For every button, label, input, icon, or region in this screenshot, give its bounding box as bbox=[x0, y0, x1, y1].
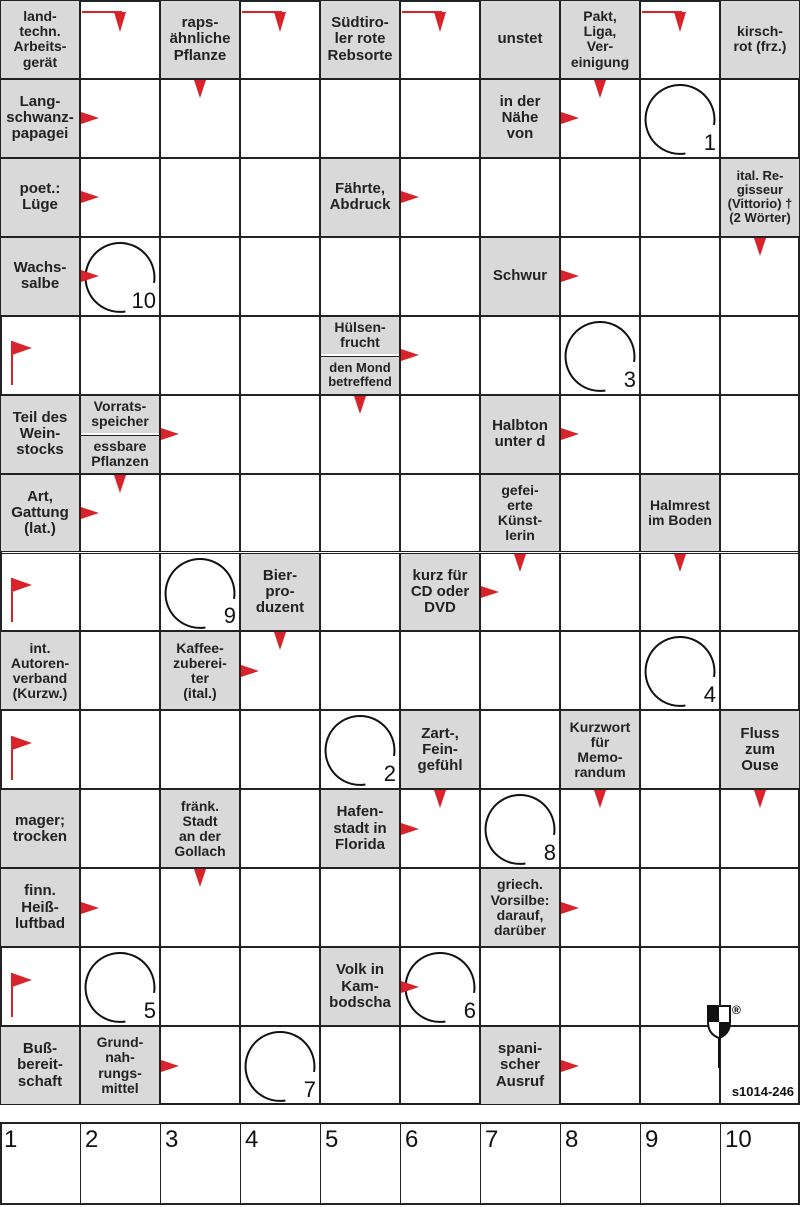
solution-cell[interactable] bbox=[560, 1122, 640, 1205]
solution-number: 8 bbox=[565, 1126, 579, 1153]
flag-up-icon bbox=[8, 339, 38, 389]
clue-cell: kirsch- rot (frz.) bbox=[721, 1, 799, 78]
circle-number: 4 bbox=[703, 682, 716, 708]
clue-cell: finn. Heiß- luftbad bbox=[1, 869, 79, 946]
arrow-down-icon bbox=[752, 790, 768, 810]
circle-number: 7 bbox=[303, 1076, 316, 1102]
arrow-right-icon bbox=[401, 979, 421, 995]
arrow-down-icon bbox=[112, 475, 128, 495]
arrow-down-icon bbox=[272, 632, 288, 652]
arrow-right-icon bbox=[561, 1058, 581, 1074]
arrow-right-icon bbox=[161, 426, 181, 442]
clue-cell: mager; trocken bbox=[1, 790, 79, 867]
solution-circle bbox=[480, 789, 560, 868]
flag-down-icon bbox=[242, 10, 290, 34]
clue-cell: raps- ähnliche Pflanze bbox=[161, 1, 239, 78]
arrow-right-icon bbox=[81, 110, 101, 126]
arrow-down-icon bbox=[192, 869, 208, 889]
clue-cell: kurz für CD oder DVD bbox=[401, 554, 479, 631]
clue-cell: Halmrest im Boden bbox=[641, 475, 719, 552]
solution-circle bbox=[640, 631, 720, 710]
clue-cell: Fluss zum Ouse bbox=[721, 711, 799, 788]
clue-cell: Grund- nah- rungs- mittel bbox=[81, 1027, 159, 1104]
clue-cell: Kaffee- zuberei- ter (ital.) bbox=[161, 632, 239, 709]
clue-cell: Volk in Kam- bodscha bbox=[321, 948, 399, 1025]
solution-number: 7 bbox=[485, 1126, 499, 1153]
clue-cell: fränk. Stadt an der Gollach bbox=[161, 790, 239, 867]
circle-number: 6 bbox=[463, 998, 476, 1024]
arrow-right-icon bbox=[401, 189, 421, 205]
solution-number: 4 bbox=[245, 1126, 259, 1153]
clue-cell: Vorrats- speicher bbox=[81, 396, 159, 433]
clue-cell: Halbton unter d bbox=[481, 396, 559, 473]
clue-cell: Art, Gattung (lat.) bbox=[1, 475, 79, 552]
arrow-right-icon bbox=[81, 900, 101, 916]
circle-number: 9 bbox=[223, 603, 236, 629]
arrow-down-icon bbox=[752, 238, 768, 258]
flag-up-icon bbox=[8, 734, 38, 784]
flag-down-icon bbox=[82, 10, 130, 34]
arrow-right-icon bbox=[161, 1058, 181, 1074]
clue-cell: poet.: Lüge bbox=[1, 159, 79, 236]
clue-cell: essbare Pflanzen bbox=[81, 435, 159, 472]
puzzle-code: s1014-246 bbox=[731, 1084, 794, 1099]
clue-cell: Kurzwort für Memo- randum bbox=[561, 711, 639, 788]
arrow-right-icon bbox=[481, 584, 501, 600]
clue-cell: Lang- schwanz- papagei bbox=[1, 80, 79, 157]
arrow-right-icon bbox=[241, 663, 261, 679]
solution-number: 10 bbox=[725, 1126, 752, 1153]
solution-number: 1 bbox=[4, 1126, 18, 1153]
arrow-down-icon bbox=[592, 80, 608, 100]
flag-down-icon bbox=[642, 10, 690, 34]
arrow-down-icon bbox=[352, 396, 368, 416]
arrow-right-icon bbox=[81, 268, 101, 284]
publisher-logo bbox=[704, 1000, 748, 1070]
circle-number: 8 bbox=[543, 840, 556, 866]
arrow-down-icon bbox=[192, 80, 208, 100]
clue-cell: spani- scher Ausruf bbox=[481, 1027, 559, 1104]
clue-cell: den Mond betreffend bbox=[321, 356, 399, 393]
arrow-right-icon bbox=[81, 189, 101, 205]
solution-circle bbox=[560, 316, 640, 395]
circle-number: 1 bbox=[703, 129, 716, 155]
solution-row bbox=[0, 1122, 800, 1207]
solution-circle bbox=[320, 710, 400, 789]
solution-cell[interactable] bbox=[640, 1122, 720, 1205]
solution-number: 3 bbox=[165, 1126, 179, 1153]
solution-circle bbox=[80, 947, 160, 1026]
arrow-down-icon bbox=[592, 790, 608, 810]
flag-up-icon bbox=[8, 576, 38, 626]
clue-cell: Zart-, Fein- gefühl bbox=[401, 711, 479, 788]
clue-cell: Fährte, Abdruck bbox=[321, 159, 399, 236]
solution-cell[interactable] bbox=[720, 1122, 800, 1205]
clue-cell: in der Nähe von bbox=[481, 80, 559, 157]
solution-cell[interactable] bbox=[160, 1122, 240, 1205]
arrow-right-icon bbox=[561, 426, 581, 442]
solution-cell[interactable] bbox=[80, 1122, 160, 1205]
circle-number: 5 bbox=[143, 998, 156, 1024]
clue-cell: land- techn. Arbeits- gerät bbox=[1, 1, 79, 78]
arrow-down-icon bbox=[432, 790, 448, 810]
clue-cell: unstet bbox=[481, 1, 559, 78]
solution-number: 6 bbox=[405, 1126, 419, 1153]
arrow-right-icon bbox=[81, 505, 101, 521]
registered-mark: ® bbox=[732, 1003, 741, 1017]
clue-cell: griech. Vorsilbe: darauf, darüber bbox=[481, 869, 559, 946]
clue-cell: Wachs- salbe bbox=[1, 238, 79, 315]
clue-cell: Teil des Wein- stocks bbox=[1, 396, 79, 473]
circle-number: 10 bbox=[131, 287, 156, 313]
solution-number: 9 bbox=[645, 1126, 659, 1153]
clue-cell: Südtiro- ler rote Rebsorte bbox=[321, 1, 399, 78]
flag-down-icon bbox=[402, 10, 450, 34]
clue-cell: Hülsen- frucht bbox=[321, 317, 399, 354]
arrow-down-icon bbox=[672, 554, 688, 574]
clue-cell: Buß- bereit- schaft bbox=[1, 1027, 79, 1104]
arrow-right-icon bbox=[561, 110, 581, 126]
arrow-right-icon bbox=[401, 821, 421, 837]
solution-circle bbox=[640, 79, 720, 158]
solution-cell[interactable] bbox=[400, 1122, 480, 1205]
solution-circle bbox=[160, 553, 240, 632]
clue-cell: gefei- erte Künst- lerin bbox=[481, 475, 559, 552]
solution-number: 2 bbox=[85, 1126, 99, 1153]
arrow-right-icon bbox=[561, 268, 581, 284]
arrow-right-icon bbox=[561, 900, 581, 916]
clue-cell: Schwur bbox=[481, 238, 559, 315]
clue-cell: int. Autoren- verband (Kurzw.) bbox=[1, 632, 79, 709]
solution-cell[interactable] bbox=[240, 1122, 320, 1205]
solution-circle bbox=[240, 1026, 320, 1105]
solution-cell[interactable] bbox=[320, 1122, 400, 1205]
circle-number: 2 bbox=[383, 761, 396, 787]
clue-cell: Pakt, Liga, Ver- einigung bbox=[561, 1, 639, 78]
clue-cell: Bier- pro- duzent bbox=[241, 554, 319, 631]
solution-number: 5 bbox=[325, 1126, 339, 1153]
solution-cell[interactable] bbox=[0, 1122, 80, 1205]
circle-number: 3 bbox=[623, 366, 636, 392]
solution-cell[interactable] bbox=[480, 1122, 560, 1205]
flag-up-icon bbox=[8, 971, 38, 1021]
clue-cell: ital. Re- gisseur (Vittorio) † (2 Wörter) bbox=[721, 159, 799, 236]
arrow-right-icon bbox=[401, 347, 421, 363]
clue-cell: Hafen- stadt in Florida bbox=[321, 790, 399, 867]
arrow-down-icon bbox=[512, 554, 528, 574]
